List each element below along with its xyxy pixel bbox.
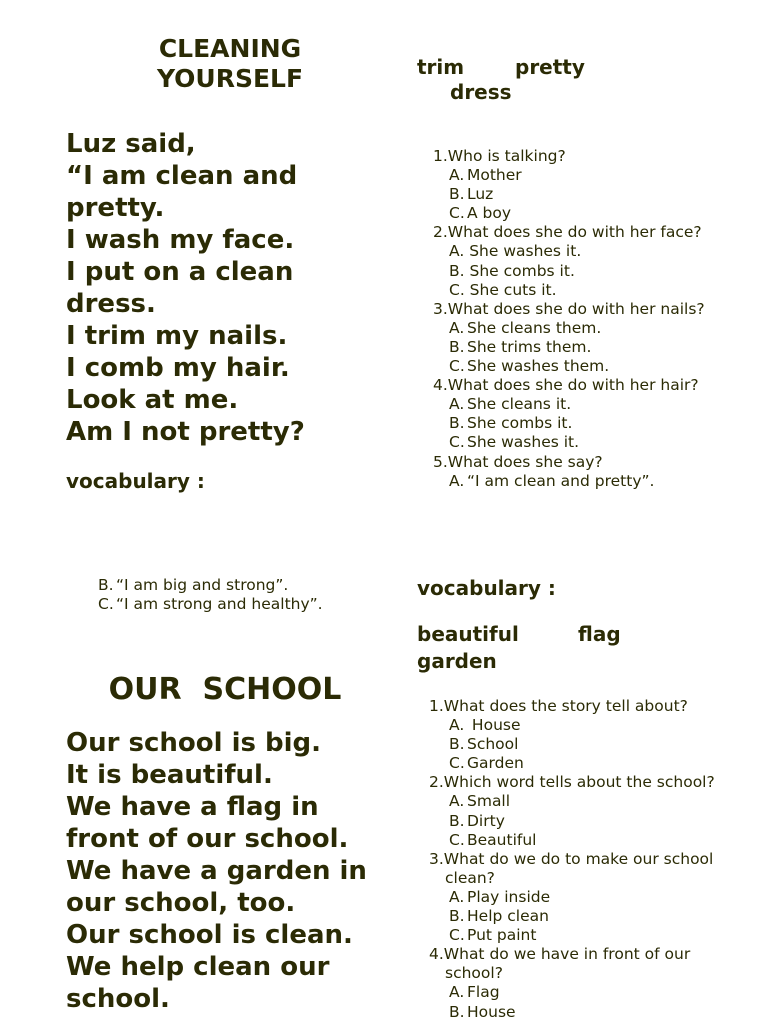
question: 2.What does she do with her face? — [433, 223, 702, 242]
answer-option: C. Garden — [449, 754, 524, 773]
story-line: I comb my hair. — [66, 353, 290, 383]
story-line: We have a garden in — [66, 856, 367, 886]
story1-vocab-label: vocabulary : — [66, 469, 205, 493]
story-line: Am I not pretty? — [66, 417, 305, 447]
answer-option: B. Luz — [449, 185, 494, 204]
story1-text — [66, 128, 305, 448]
story1-vocab-word: dress — [450, 80, 512, 104]
story2-text — [66, 727, 367, 1015]
story2-vocab-word: flag — [578, 622, 621, 646]
story2-vocab-word: beautiful — [417, 622, 519, 646]
story-line: front of our school. — [66, 824, 349, 854]
story-line: We help clean our — [66, 952, 330, 982]
question-continued: clean? — [445, 868, 495, 887]
story-line: our school, too. — [66, 888, 296, 918]
question: 3.What does she do with her nails? — [433, 299, 705, 318]
question: 1.Who is talking? — [433, 147, 566, 165]
answer-option: B. She trims them. — [449, 337, 592, 356]
answer-option: C. Beautiful — [449, 830, 537, 849]
answer-option: C. She cuts it. — [449, 280, 557, 299]
story-line: We have a flag in — [66, 792, 319, 822]
story1-questions — [433, 147, 705, 491]
answer-option: C. She washes them. — [449, 357, 610, 376]
answer-option: C. A boy — [449, 204, 512, 223]
story-line: I wash my face. — [66, 225, 295, 255]
question: 3.What do we do to make our school — [429, 849, 714, 868]
answer-option: A. “I am clean and pretty”. — [449, 471, 655, 490]
story-line: I trim my nails. — [66, 321, 288, 351]
answer-option: A. She washes it. — [449, 242, 582, 261]
answer-option: B. House — [449, 1002, 516, 1021]
story-line: dress. — [66, 289, 156, 319]
question-continued: school? — [445, 964, 503, 983]
story-line: pretty. — [66, 193, 165, 223]
answer-option: C. She washes it. — [449, 433, 580, 452]
answer-option: A. Flag — [449, 983, 500, 1002]
answer-option: A. Mother — [449, 166, 522, 185]
story-line: Our school is big. — [66, 728, 322, 758]
story2-vocab-label: vocabulary : — [417, 576, 556, 600]
answer-option: A. She cleans it. — [449, 395, 572, 414]
answer-option: B. She combs it. — [449, 261, 575, 280]
story1-title-line1: CLEANING — [158, 34, 302, 63]
answer-option: C. Put paint — [449, 926, 537, 945]
story2-title: OUR SCHOOL — [108, 672, 342, 707]
story-line: Look at me. — [66, 385, 239, 415]
story2-questions — [429, 697, 715, 1022]
answer-option: B. School — [449, 735, 519, 754]
story1-continued-options — [82, 576, 323, 614]
answer-option: A. House — [449, 716, 521, 735]
story-line: I put on a clean — [66, 257, 294, 287]
story-line: “I am clean and — [66, 161, 298, 191]
story-line: It is beautiful. — [66, 760, 273, 790]
question: 4.What does she do with her hair? — [433, 376, 699, 395]
answer-option: B. Dirty — [449, 811, 505, 830]
story1-vocab-word: pretty — [515, 55, 585, 79]
story1-title-line2: YOURSELF — [156, 64, 304, 93]
answer-option: A. Play inside — [449, 887, 551, 906]
answer-option: C. “I am strong and healthy”. — [98, 595, 323, 614]
question: 1.What does the story tell about? — [429, 697, 688, 715]
answer-option: B. “I am big and strong”. — [98, 576, 289, 594]
answer-option: B. Help clean — [449, 907, 549, 926]
question: 2.Which word tells about the school? — [429, 773, 715, 792]
story-line: school. — [66, 984, 170, 1014]
story1-vocab-word: trim — [417, 55, 465, 79]
story-line: Luz said, — [66, 129, 196, 159]
story1-title — [145, 34, 315, 94]
question: 5.What does she say? — [433, 452, 603, 471]
story2-vocab-word: garden — [417, 649, 497, 673]
answer-option: A. She cleans them. — [449, 318, 602, 337]
answer-option: A. Small — [449, 792, 511, 811]
answer-option: B. She combs it. — [449, 414, 573, 433]
question: 4.What do we have in front of our — [429, 945, 691, 964]
story-line: Our school is clean. — [66, 920, 353, 950]
